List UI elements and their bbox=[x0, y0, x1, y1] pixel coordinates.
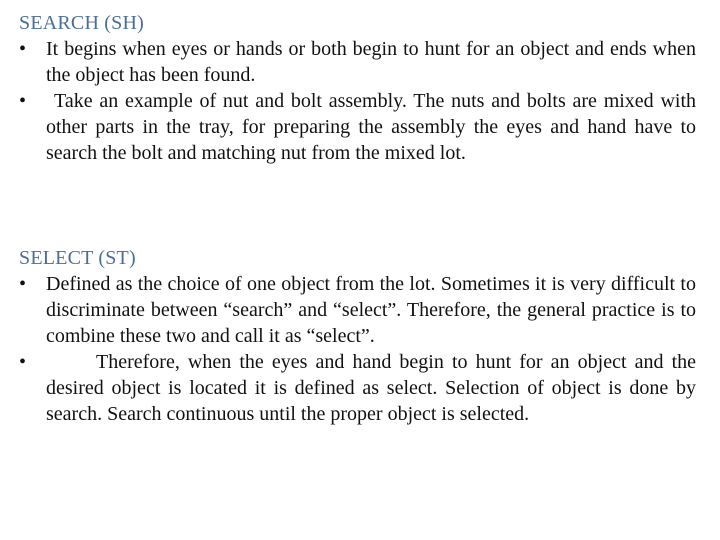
bullet-text: Take an example of nut and bolt assembly. The nuts and bolts are mixed with other parts in the tray, for preparing the assembly the eyes and hand have to search the bolt and matching nut from the mixed lot. bbox=[46, 90, 696, 164]
list-item bbox=[19, 88, 696, 166]
list-item bbox=[19, 271, 696, 349]
bullet-icon: • bbox=[19, 273, 27, 295]
list-item bbox=[19, 349, 696, 427]
bullet-icon: • bbox=[19, 90, 27, 112]
bullet-text: Therefore, when the eyes and hand begin to hunt for an object and the desired object is located it is defined as select. Selection of object is done by search. Search continuous until the proper object is selected. bbox=[46, 351, 696, 425]
bullet-list-search bbox=[19, 36, 696, 166]
list-item bbox=[19, 36, 696, 88]
bullet-text: Defined as the choice of one object from the lot. Sometimes it is very difficult to discriminate between “search” and “select”. Therefore, the general practice is to combine these two and call it as “select”. bbox=[46, 273, 696, 347]
section-heading-select: SELECT (ST) bbox=[19, 247, 136, 269]
bullet-text: It begins when eyes or hands or both begin to hunt for an object and ends when the object has been found. bbox=[46, 38, 696, 86]
section-search bbox=[19, 10, 696, 166]
bullet-list-select bbox=[19, 271, 696, 427]
section-heading-search: SEARCH (SH) bbox=[19, 12, 144, 34]
section-select bbox=[19, 245, 696, 427]
bullet-icon: • bbox=[19, 38, 27, 60]
bullet-icon: • bbox=[19, 351, 27, 373]
